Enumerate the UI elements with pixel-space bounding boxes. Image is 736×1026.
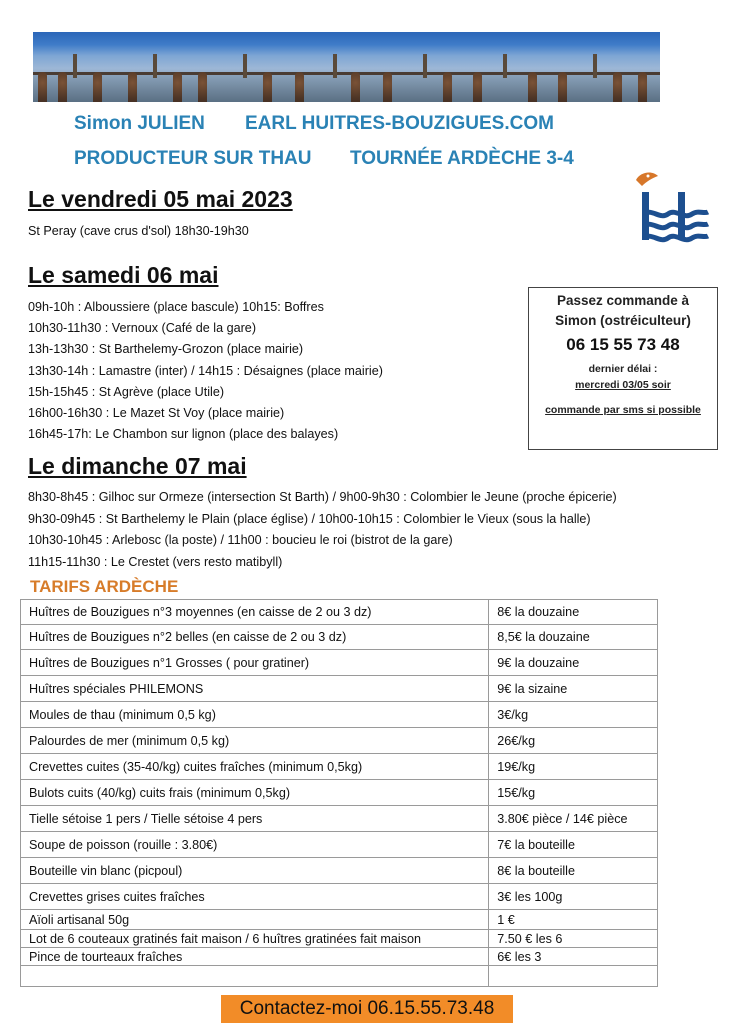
producer-subtitle: PRODUCTEUR SUR THAU — [74, 148, 312, 169]
sunday-stop: 11h15-11h30 : Le Crestet (vers resto matibyll) — [28, 555, 283, 569]
product-cell — [21, 966, 489, 987]
product-cell: Pince de tourteaux fraîches — [21, 948, 489, 966]
saturday-stop: 16h45-17h: Le Chambon sur lignon (place des balayes) — [28, 427, 339, 441]
order-line1: Passez commande à — [556, 293, 690, 308]
price-cell: 1 € — [489, 910, 658, 930]
table-row — [21, 702, 658, 728]
producer-name: Simon JULIEN — [74, 113, 205, 134]
order-info-box — [528, 287, 718, 450]
table-row — [21, 884, 658, 910]
sunday-stop: 10h30-10h45 : Arlebosc (la poste) / 11h00 : boucieu le roi (bistrot de la gare) — [28, 533, 453, 547]
deadline-label: dernier délai : — [588, 363, 658, 375]
price-cell: 26€/kg — [489, 728, 658, 754]
price-cell: 7.50 € les 6 — [489, 930, 658, 948]
table-row — [21, 728, 658, 754]
sms-note: commande par sms si possible — [545, 404, 701, 416]
table-row — [21, 832, 658, 858]
order-phone: 06 15 55 73 48 — [566, 335, 680, 354]
price-cell: 19€/kg — [489, 754, 658, 780]
product-cell: Huîtres de Bouzigues n°3 moyennes (en caisse de 2 ou 3 dz) — [21, 600, 489, 625]
price-cell — [489, 966, 658, 987]
price-cell: 7€ la bouteille — [489, 832, 658, 858]
price-cell: 3€ les 100g — [489, 884, 658, 910]
product-cell: Lot de 6 couteaux gratinés fait maison / 6 huîtres gratinées fait maison — [21, 930, 489, 948]
price-cell: 8,5€ la douzaine — [489, 625, 658, 650]
product-cell: Tielle sétoise 1 pers / Tielle sétoise 4 pers — [21, 806, 489, 832]
company-logo — [626, 168, 710, 248]
product-cell: Palourdes de mer (minimum 0,5 kg) — [21, 728, 489, 754]
company-name: EARL HUITRES-BOUZIGUES.COM — [245, 113, 554, 134]
table-row — [21, 754, 658, 780]
table-row — [21, 625, 658, 650]
table-row — [21, 858, 658, 884]
price-table — [20, 599, 658, 987]
price-cell: 8€ la douzaine — [489, 600, 658, 625]
product-cell: Huîtres spéciales PHILEMONS — [21, 676, 489, 702]
price-cell: 3€/kg — [489, 702, 658, 728]
table-row — [21, 676, 658, 702]
product-cell: Moules de thau (minimum 0,5 kg) — [21, 702, 489, 728]
contact-banner: Contactez-moi 06.15.55.73.48 — [221, 995, 513, 1023]
table-row — [21, 650, 658, 676]
friday-stop: St Peray (cave crus d'sol) 18h30-19h30 — [28, 224, 249, 238]
saturday-stop: 09h-10h : Alboussiere (place bascule) 10h15: Boffres — [28, 300, 324, 314]
table-row — [21, 780, 658, 806]
product-cell: Soupe de poisson (rouille : 3.80€) — [21, 832, 489, 858]
table-row — [21, 948, 658, 966]
table-row — [21, 966, 658, 987]
price-cell: 9€ la douzaine — [489, 650, 658, 676]
price-cell: 9€ la sizaine — [489, 676, 658, 702]
saturday-stop: 13h-13h30 : St Barthelemy-Grozon (place mairie) — [28, 342, 304, 356]
table-row — [21, 930, 658, 948]
sunday-stop: 9h30-09h45 : St Barthelemy le Plain (place église) / 10h00-10h15 : Colombier le Vieux (sous la halle) — [28, 512, 591, 526]
product-cell: Crevettes grises cuites fraîches — [21, 884, 489, 910]
price-cell: 8€ la bouteille — [489, 858, 658, 884]
saturday-stop: 13h30-14h : Lamastre (inter) / 14h15 : Désaignes (place mairie) — [28, 364, 383, 378]
product-cell: Bulots cuits (40/kg) cuits frais (minimum 0,5kg) — [21, 780, 489, 806]
sunday-stop: 8h30-8h45 : Gilhoc sur Ormeze (intersection St Barth) / 9h00-9h30 : Colombier le Jeune (proche épicerie) — [28, 490, 617, 504]
banner-photo — [33, 32, 660, 102]
price-cell: 3.80€ pièce / 14€ pièce — [489, 806, 658, 832]
table-row — [21, 910, 658, 930]
product-cell: Huîtres de Bouzigues n°2 belles (en caisse de 2 ou 3 dz) — [21, 625, 489, 650]
order-line2: Simon (ostréiculteur) — [555, 313, 691, 328]
product-cell: Aïoli artisanal 50g — [21, 910, 489, 930]
product-cell: Huîtres de Bouzigues n°1 Grosses ( pour gratiner) — [21, 650, 489, 676]
price-cell: 6€ les 3 — [489, 948, 658, 966]
product-cell: Crevettes cuites (35-40/kg) cuites fraîches (minimum 0,5kg) — [21, 754, 489, 780]
saturday-stop: 15h-15h45 : St Agrève (place Utile) — [28, 385, 225, 399]
table-row — [21, 600, 658, 625]
saturday-heading: Le samedi 06 mai — [28, 262, 219, 288]
sunday-heading: Le dimanche 07 mai — [28, 453, 247, 479]
friday-heading: Le vendredi 05 mai 2023 — [28, 186, 293, 212]
tour-title: TOURNÉE ARDÈCHE 3-4 — [350, 148, 574, 169]
saturday-stop: 10h30-11h30 : Vernoux (Café de la gare) — [28, 321, 257, 335]
saturday-stop: 16h00-16h30 : Le Mazet St Voy (place mairie) — [28, 406, 285, 420]
product-cell: Bouteille vin blanc (picpoul) — [21, 858, 489, 884]
table-row — [21, 806, 658, 832]
price-cell: 15€/kg — [489, 780, 658, 806]
tarifs-title: TARIFS ARDÈCHE — [30, 577, 179, 596]
deadline-date: mercredi 03/05 soir — [575, 379, 671, 391]
